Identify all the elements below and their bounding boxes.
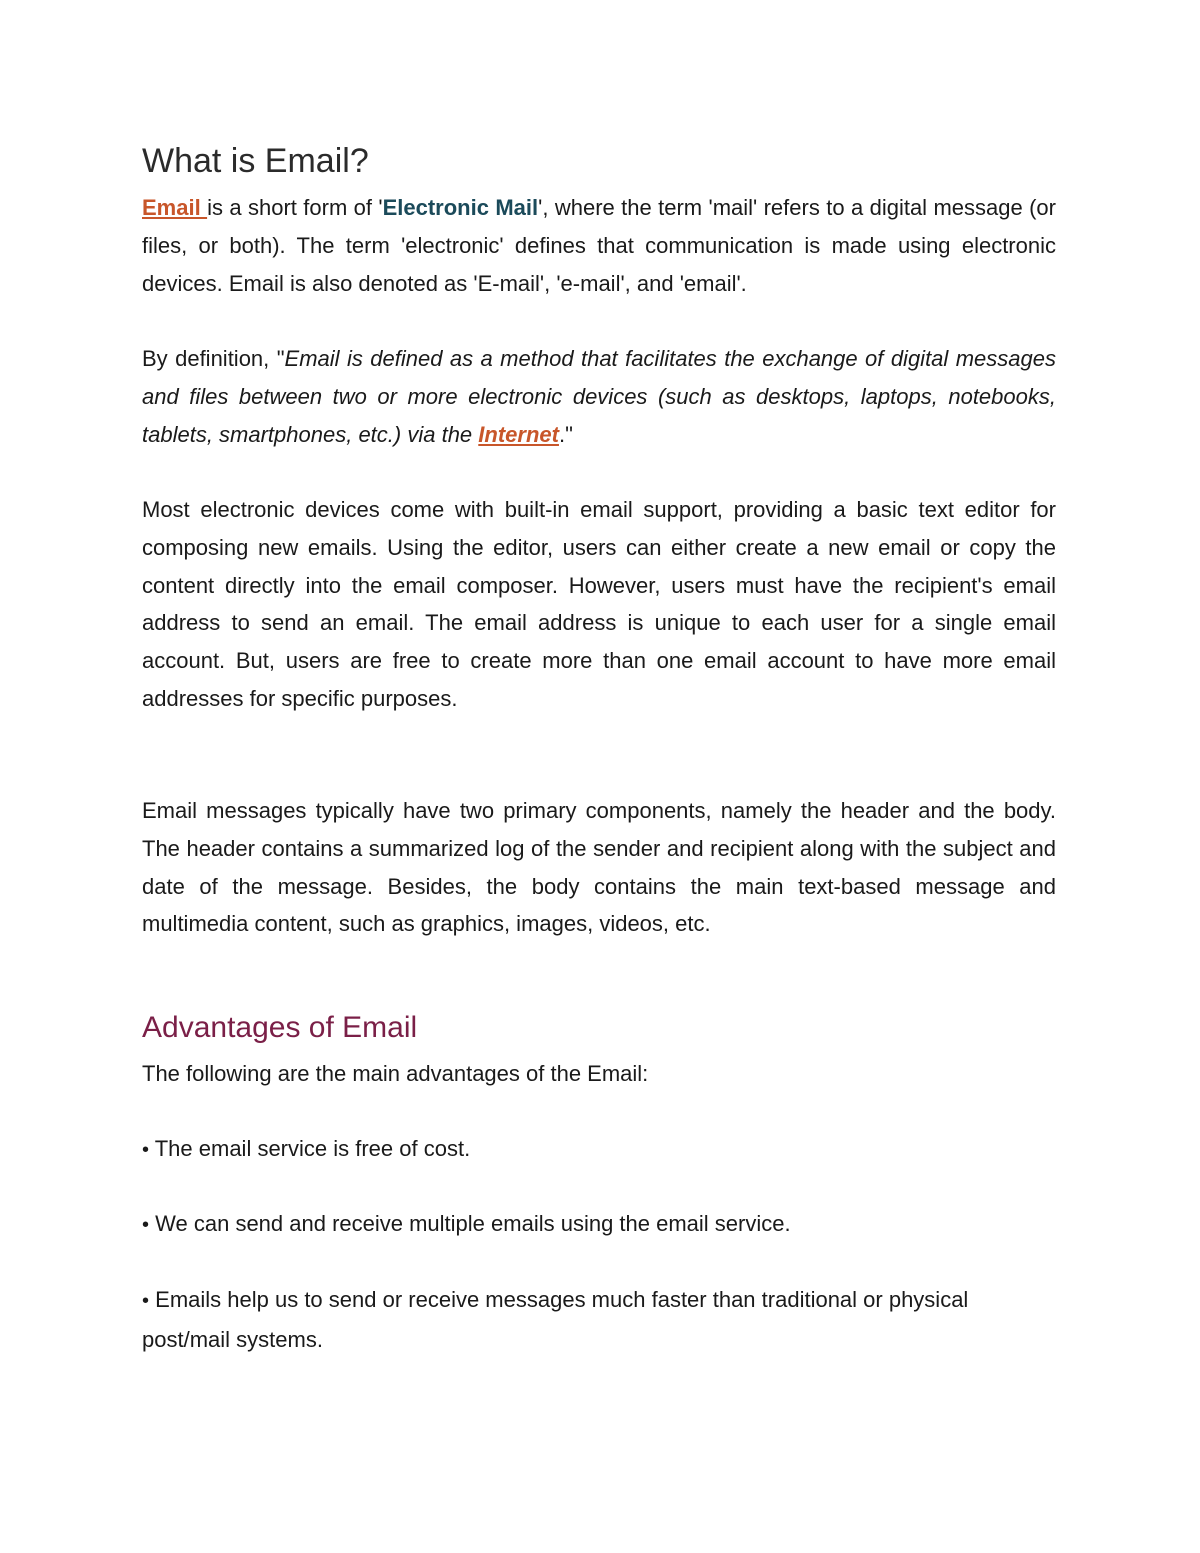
- email-link[interactable]: Email: [142, 195, 208, 220]
- advantage-item-text: Emails help us to send or receive messages much faster than traditional or physical post/mail systems.: [142, 1287, 969, 1352]
- electronic-mail-term: Electronic Mail: [382, 195, 539, 220]
- internet-link[interactable]: Internet: [478, 421, 559, 447]
- advantage-item-2: [142, 1205, 1056, 1245]
- advantage-item-text: We can send and receive multiple emails using the email service.: [155, 1211, 791, 1236]
- definition-suffix: .": [558, 421, 573, 447]
- advantage-item-text: The email service is free of cost.: [154, 1136, 471, 1161]
- advantage-item-1: [142, 1130, 1056, 1170]
- devices-paragraph: Most electronic devices come with built-in email support, providing a basic text editor for composing new emails. Using the editor, users can either create a new email or copy the content directly into the email composer. However, users must have the recipient's email address to send an email. The email address is unique to each user for a single email account. But, users are free to create more than one email account to have more email addresses for specific purposes.: [142, 497, 1056, 711]
- intro-text-1: is a short form of ': [207, 195, 383, 220]
- intro-paragraph: [142, 189, 1056, 302]
- intro-text-2: ', where the term 'mail' refers to a digital message (or files, or both). The term 'electronic' defines that communication is made using electronic devices. Email is also denoted as 'E-mail', 'e-mail', and 'email'.: [142, 195, 1056, 296]
- advantage-item-3: [142, 1281, 1056, 1359]
- definition-prefix: By definition, ": [142, 346, 285, 371]
- bullet-icon: •: [142, 1214, 150, 1236]
- page-title: What is Email?: [142, 142, 369, 180]
- bullet-icon: •: [142, 1290, 150, 1312]
- bullet-icon: •: [142, 1139, 150, 1161]
- advantages-heading: Advantages of Email: [142, 1011, 418, 1044]
- advantages-intro: The following are the main advantages of the Email:: [142, 1061, 649, 1086]
- definition-quote-text: Email is defined as a method that facilitates the exchange of digital messages and files between two or more electronic devices (such as desktops, laptops, notebooks, tablets, smartphones, etc.) via the: [142, 346, 1056, 447]
- components-paragraph: Email messages typically have two primary components, namely the header and the body. The header contains a summarized log of the sender and recipient along with the subject and date of the message. Besides, the body contains the main text-based message and multimedia content, such as graphics, images, videos, etc.: [142, 798, 1056, 937]
- definition-paragraph: [142, 340, 1056, 453]
